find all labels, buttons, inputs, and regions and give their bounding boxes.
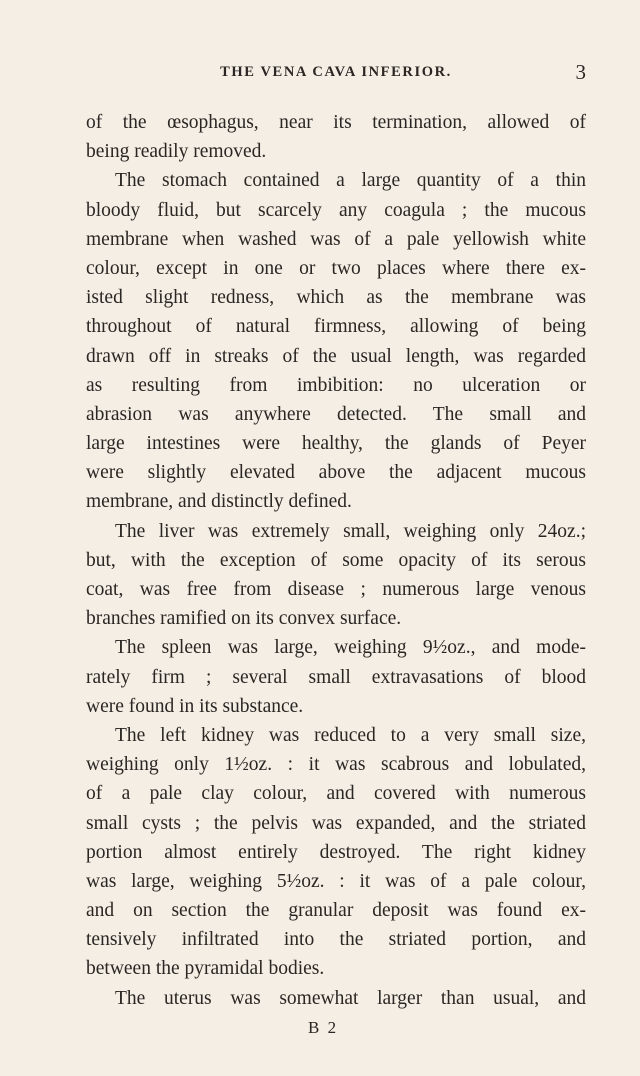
text-line: small cysts ; the pelvis was expanded, and the striated (86, 812, 586, 834)
text-line: but, with the exception of some opacity of its serous (86, 549, 586, 571)
text-line: tensively infiltrated into the striated portion, and (86, 929, 586, 951)
text-line: and on section the granular deposit was found ex- (86, 900, 586, 922)
text-line: The spleen was large, weighing 9½oz., and mode- (115, 637, 586, 659)
text-line: The stomach contained a large quantity of a thin (115, 170, 586, 192)
text-line: isted slight redness, which as the membrane was (86, 287, 586, 309)
page-header (86, 62, 586, 88)
text-line: weighing only 1½oz. : it was scabrous and lobulated, (86, 754, 586, 776)
text-line: colour, except in one or two places where there ex- (86, 257, 586, 279)
text-line: being readily removed. (86, 141, 267, 163)
text-line: of a pale clay colour, and covered with numerous (86, 783, 586, 805)
text-line: were found in its substance. (86, 695, 304, 717)
page-number: 3 (575, 60, 586, 84)
text-line: membrane when washed was of a pale yellowish white (86, 228, 586, 250)
text-line: large intestines were healthy, the glands of Peyer (86, 433, 586, 455)
body-text (86, 108, 586, 1013)
text-line: were slightly elevated above the adjacent mucous (86, 462, 586, 484)
signature-mark: B 2 (308, 1018, 339, 1037)
text-line: drawn off in streaks of the usual length, was regarded (86, 345, 586, 367)
text-line: The uterus was somewhat larger than usual, and (115, 987, 586, 1009)
text-line: abrasion was anywhere detected. The small and (86, 403, 586, 425)
running-title: THE VENA CAVA INFERIOR. (220, 64, 452, 80)
text-line: bloody fluid, but scarcely any coagula ; the mucous (86, 199, 586, 221)
text-line: of the œsophagus, near its termination, allowed of (86, 112, 586, 133)
text-line: portion almost entirely destroyed. The right kidney (86, 841, 586, 863)
text-line: between the pyramidal bodies. (86, 958, 325, 980)
text-line: The left kidney was reduced to a very small size, (115, 724, 586, 746)
text-line: membrane, and distinctly defined. (86, 491, 352, 513)
text-line: throughout of natural firmness, allowing of being (86, 316, 586, 338)
text-line: branches ramified on its convex surface. (86, 608, 402, 630)
text-line: coat, was free from disease ; numerous large venous (86, 579, 586, 600)
text-line: The liver was extremely small, weighing only 24oz.; (115, 520, 586, 542)
text-line: was large, weighing 5½oz. : it was of a pale colour, (86, 870, 586, 892)
text-line: as resulting from imbibition: no ulceration or (86, 374, 586, 396)
text-line: rately firm ; several small extravasations of blood (86, 666, 586, 688)
